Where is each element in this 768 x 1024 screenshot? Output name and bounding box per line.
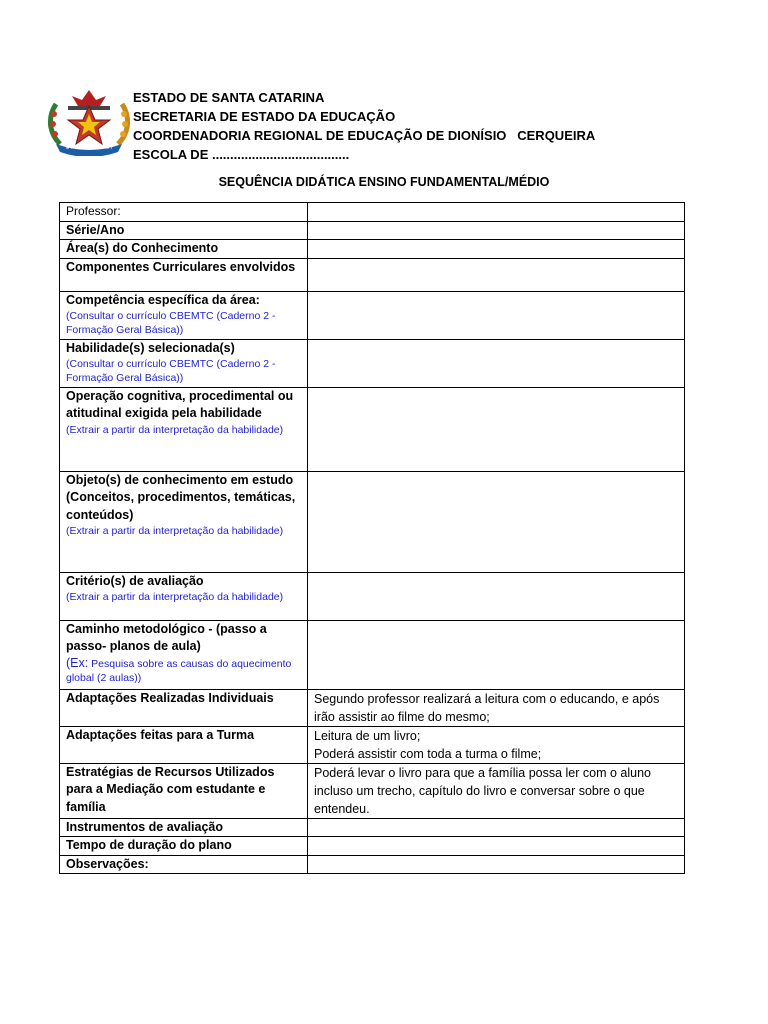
row-value-caminho-metodologico[interactable] — [308, 620, 685, 689]
row-value-adaptacoes-individuais[interactable]: Segundo professor realizará a leitura com o educando, e após irão assistir ao filme do mesmo; — [308, 689, 685, 726]
table-row — [60, 726, 685, 763]
row-label-area-conhecimento: Área(s) do Conhecimento — [60, 240, 308, 259]
state-coat-of-arms-logo — [46, 86, 132, 156]
table-row — [60, 291, 685, 339]
table-row — [60, 818, 685, 837]
value-line: Leitura de um livro; — [314, 728, 421, 743]
value-line: Poderá assistir com toda a turma o filme; — [314, 746, 542, 761]
row-label-caminho-metodologico — [60, 620, 308, 689]
row-value-adaptacoes-turma[interactable] — [308, 726, 685, 763]
row-label-objetos-conhecimento — [60, 471, 308, 572]
row-value-habilidades[interactable] — [308, 339, 685, 387]
row-note: (Extrair a partir da interpretação da habilidade) — [66, 591, 284, 603]
row-note: (Extrair a partir da interpretação da habilidade) — [66, 423, 284, 436]
row-label-text: Critério(s) de avaliação — [66, 573, 204, 588]
row-value-area-conhecimento[interactable] — [308, 240, 685, 259]
header-coordination: COORDENADORIA REGIONAL DE EDUCAÇÃO DE DIONÍSIO CERQUEIRA — [133, 128, 596, 143]
table-row — [60, 471, 685, 572]
row-label-habilidades — [60, 339, 308, 387]
header-state: ESTADO DE SANTA CATARINA — [133, 90, 325, 105]
table-row — [60, 837, 685, 856]
row-label-text: Operação cognitiva, procedimental ou atitudinal exigida pela habilidade — [66, 388, 294, 420]
row-label-text: Competência específica da área: — [66, 292, 260, 307]
row-label-tempo-duracao: Tempo de duração do plano — [60, 837, 308, 856]
table-row — [60, 620, 685, 689]
row-value-observacoes[interactable] — [308, 855, 685, 874]
header-secretariat: SECRETARIA DE ESTADO DA EDUCAÇÃO — [133, 109, 396, 124]
row-label-professor: Professor: — [60, 203, 308, 222]
row-value-professor[interactable] — [308, 203, 685, 222]
row-note: (Extrair a partir da interpretação da habilidade) — [66, 525, 284, 537]
row-label-observacoes: Observações: — [60, 855, 308, 874]
row-note-text: Pesquisa sobre as causas do aquecimento global (2 aulas)) — [66, 657, 292, 684]
row-value-estrategias-recursos[interactable]: Poderá levar o livro para que a família possa ler com o aluno incluso um trecho, capítulo do livro e conversar sobre o que entendeu. — [308, 763, 685, 818]
row-label-estrategias-recursos: Estratégias de Recursos Utilizados para a Mediação com estudante e família — [60, 763, 308, 818]
table-row — [60, 387, 685, 471]
row-value-criterios[interactable] — [308, 572, 685, 620]
row-value-componentes[interactable] — [308, 258, 685, 291]
row-label-criterios — [60, 572, 308, 620]
row-value-operacao-cognitiva[interactable] — [308, 387, 685, 471]
table-row — [60, 221, 685, 240]
table-row — [60, 572, 685, 620]
didactic-sequence-table — [59, 202, 685, 874]
row-label-componentes: Componentes Curriculares envolvidos — [60, 258, 308, 291]
row-note — [66, 656, 301, 685]
row-note-prefix: (Ex: — [66, 655, 89, 670]
table-row — [60, 339, 685, 387]
row-label-text: Objeto(s) de conhecimento em estudo (Conceitos, procedimentos, temáticas, conteúdos) — [66, 472, 296, 522]
row-label-adaptacoes-turma: Adaptações feitas para a Turma — [60, 726, 308, 763]
table-row — [60, 689, 685, 726]
institution-header — [133, 88, 693, 164]
row-note: (Consultar o currículo CBEMTC (Caderno 2 - Formação Geral Básica)) — [66, 310, 276, 336]
row-label-competencia — [60, 291, 308, 339]
row-value-objetos-conhecimento[interactable] — [308, 471, 685, 572]
row-value-competencia[interactable] — [308, 291, 685, 339]
table-row — [60, 203, 685, 222]
table-row — [60, 855, 685, 874]
row-label-operacao-cognitiva — [60, 387, 308, 471]
table-row — [60, 240, 685, 259]
row-label-instrumentos-avaliacao: Instrumentos de avaliação — [60, 818, 308, 837]
header-school: ESCOLA DE ...................................... — [133, 147, 350, 162]
row-note: (Consultar o currículo CBEMTC (Caderno 2 - Formação Geral Básica)) — [66, 358, 276, 384]
row-value-instrumentos-avaliacao[interactable] — [308, 818, 685, 837]
table-row — [60, 258, 685, 291]
row-value-tempo-duracao[interactable] — [308, 837, 685, 856]
row-label-serie-ano: Série/Ano — [60, 221, 308, 240]
document-title: SEQUÊNCIA DIDÁTICA ENSINO FUNDAMENTAL/MÉDIO — [218, 175, 550, 189]
table-row — [60, 763, 685, 818]
row-label-text: Habilidade(s) selecionada(s) — [66, 340, 235, 355]
row-value-serie-ano[interactable] — [308, 221, 685, 240]
row-label-text: Caminho metodológico - (passo a passo- planos de aula) — [66, 621, 267, 653]
row-label-adaptacoes-individuais: Adaptações Realizadas Individuais — [60, 689, 308, 726]
